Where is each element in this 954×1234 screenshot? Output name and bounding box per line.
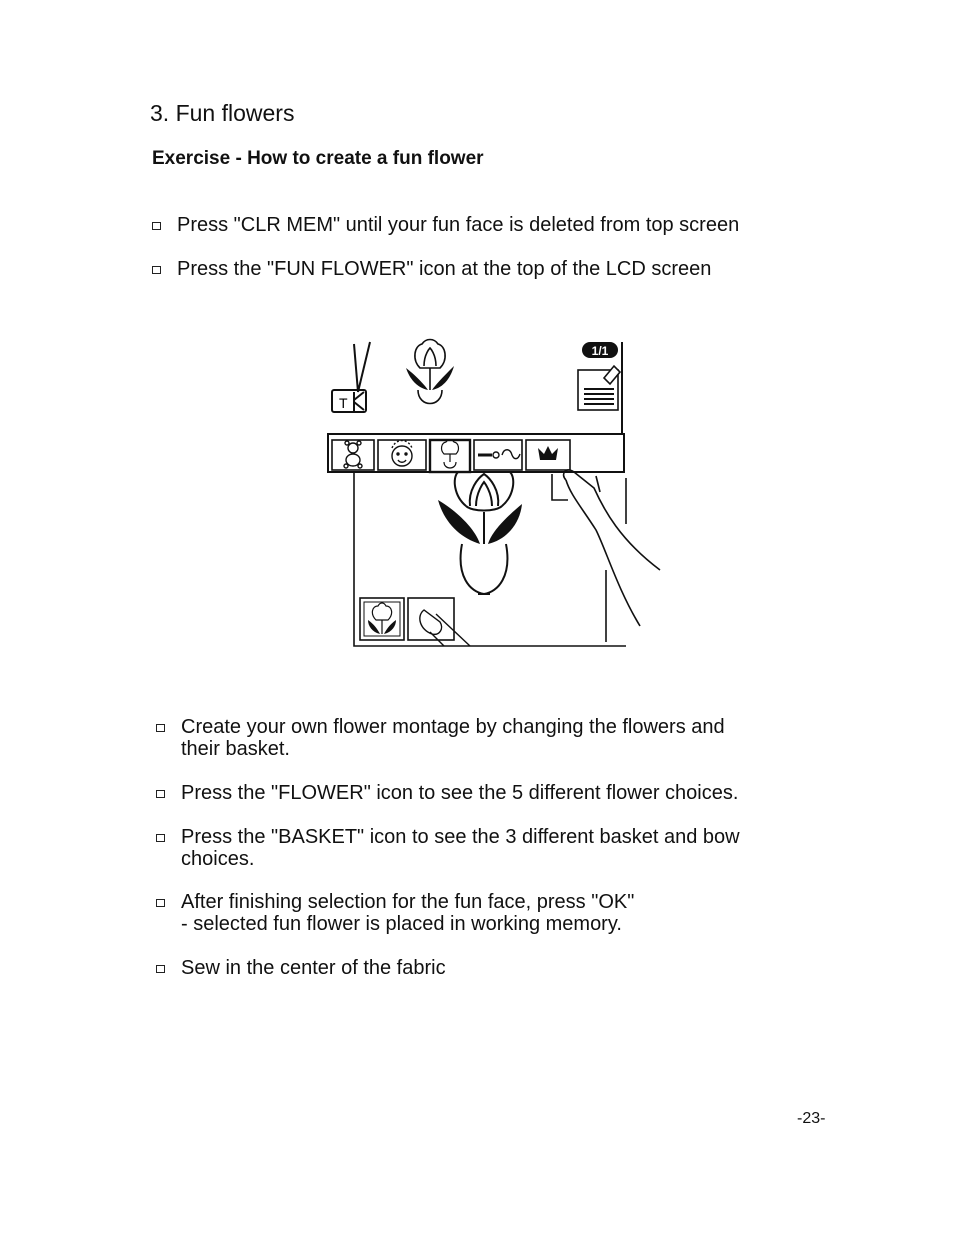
checkbox-bullet-icon bbox=[152, 222, 161, 230]
step-text: Press the "FUN FLOWER" icon at the top of the LCD screen bbox=[177, 258, 712, 280]
checkbox-bullet-icon bbox=[156, 899, 165, 907]
section-title: 3. Fun flowers bbox=[150, 100, 295, 126]
key-label: T bbox=[339, 395, 348, 411]
checkbox-bullet-icon bbox=[156, 724, 165, 732]
icon-button-teddy[interactable] bbox=[332, 440, 374, 470]
checkbox-bullet-icon bbox=[156, 790, 165, 798]
step-text: After finishing selection for the fun face, press "OK" - selected fun flower is placed in working memory. bbox=[181, 891, 635, 935]
step-create-montage bbox=[156, 716, 725, 760]
calendar-grid bbox=[584, 388, 614, 405]
step-basket-icon bbox=[156, 826, 740, 870]
step-sew-center bbox=[156, 957, 446, 979]
stitch-line bbox=[358, 342, 370, 392]
leaf-large-icon bbox=[438, 500, 480, 544]
key-icon bbox=[354, 392, 364, 412]
step-clr-mem bbox=[152, 214, 739, 236]
leaf-icon bbox=[432, 366, 454, 390]
basket-select-button[interactable] bbox=[408, 598, 470, 646]
page-number: -23- bbox=[797, 1110, 826, 1127]
step-text: Press the "FLOWER" icon to see the 5 different flower choices. bbox=[181, 782, 739, 804]
leaf-icon bbox=[406, 368, 428, 390]
exercise-title: Exercise - How to create a fun flower bbox=[152, 148, 484, 169]
flower-select-button[interactable] bbox=[360, 598, 404, 640]
step-text: Create your own flower montage by changing the flowers and their basket. bbox=[181, 716, 725, 760]
step-press-ok bbox=[156, 891, 634, 935]
step-fun-flower-icon bbox=[152, 258, 711, 280]
step-flower-icon bbox=[156, 782, 738, 804]
icon-button-fun-flower[interactable] bbox=[430, 440, 470, 472]
step-text: Sew in the center of the fabric bbox=[181, 957, 446, 979]
stitch-line bbox=[354, 344, 358, 392]
checkbox-bullet-icon bbox=[152, 266, 161, 274]
checkbox-bullet-icon bbox=[156, 965, 165, 973]
lcd-screen-illustration bbox=[320, 330, 670, 660]
icon-button-fun-face[interactable] bbox=[378, 440, 426, 470]
checkbox-bullet-icon bbox=[156, 834, 165, 842]
page-indicator: 1/1 bbox=[591, 344, 609, 358]
icon-button-keys[interactable] bbox=[474, 440, 522, 470]
step-text: Press the "BASKET" icon to see the 3 different basket and bow choices. bbox=[181, 826, 740, 870]
flower-preview-icon bbox=[415, 340, 445, 404]
icon-button-crown[interactable] bbox=[526, 440, 570, 470]
step-text: Press "CLR MEM" until your fun face is deleted from top screen bbox=[177, 214, 740, 236]
